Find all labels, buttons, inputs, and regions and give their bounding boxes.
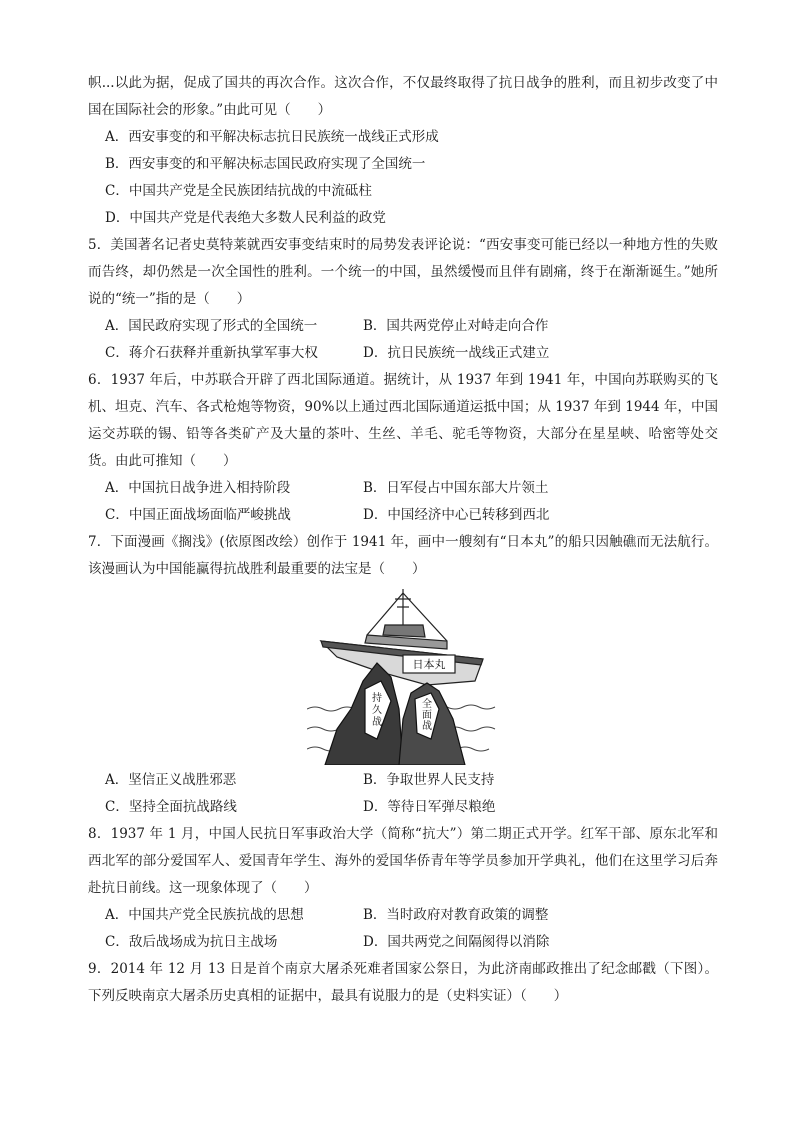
q5-options-row-2 [105,340,718,367]
q4-stem-continued: 帜...以此为据，促成了国共的再次合作。这次合作，不仅最终取得了抗日战争的胜利，而且初步改变了中国在国际社会的形象。”由此可见（ ） [88,75,718,118]
rock-label-right: 全 [422,699,432,710]
q8-option-c: C．敌后战场成为抗日主战场 [105,934,278,950]
q7-option-c: C．坚持全面抗战路线 [105,799,237,815]
q6-option-a: A．中国抗日战争进入相持阶段 [105,480,291,496]
q8-option-b: B．当时政府对教育政策的调整 [363,907,549,923]
ship [321,589,483,685]
svg-text:战: 战 [372,717,382,728]
q4-option-a: A．西安事变的和平解决标志抗日民族统一战线正式形成 [105,129,439,145]
stranded-ship-cartoon [307,589,497,765]
q7-option-a: A．坚信正义战胜邪恶 [105,772,237,788]
q6-options-row-1 [105,475,718,502]
q7-option-d: D．等待日军弹尽粮绝 [363,799,496,815]
q5-options-row-1 [105,313,718,340]
svg-text:面: 面 [422,710,432,721]
q7-option-b: B．争取世界人民支持 [363,772,495,788]
q8-options-row-2 [105,929,718,956]
rock-label-left: 持 [372,693,382,704]
q4-option-b: B．西安事变的和平解决标志国民政府实现了全国统一 [105,156,426,172]
q8-option-a: A．中国共产党全民族抗战的思想 [105,907,304,923]
svg-text:久: 久 [372,705,382,716]
q8-stem: 8．1937 年 1 月，中国人民抗日军事政治大学（简称“抗大”）第二期正式开学。红军干部、原东北军和西北军的部分爱国军人、爱国青年学生、海外的爱国华侨青年等学员参加开学典礼，他们在这里学习后奔赴抗日前线。这一现象体现了（ ） [88,826,718,896]
q4-option-c: C．中国共产党是全民族团结抗战的中流砥柱 [105,183,372,199]
ship-label: 日本丸 [412,658,446,671]
q9-stem: 9．2014 年 12 月 13 日是首个南京大屠杀死难者国家公祭日，为此济南邮政推出了纪念邮戳（下图）。下列反映南京大屠杀历史真相的证据中，最具有说服力的是（史料实证）（ ） [88,961,718,1004]
exam-page [88,70,718,1010]
svg-text:战: 战 [422,721,432,732]
q5-option-b: B．国共两党停止对峙走向合作 [363,318,549,334]
q6-option-b: B．日军侵占中国东部大片领土 [363,480,549,496]
q5-option-c: C．蒋介石获释并重新执掌军事大权 [105,345,318,361]
q6-option-c: C．中国正面战场面临严峻挑战 [105,507,291,523]
q5-option-d: D．抗日民族统一战线正式建立 [363,345,550,361]
q7-options-row-1 [105,767,718,794]
q6-options-row-2 [105,502,718,529]
q7-stem: 7．下面漫画《搁浅》(依原图改绘）创作于 1941 年，画中一艘刻有“日本丸”的船只因触礁而无法航行。该漫画认为中国能赢得抗战胜利最重要的法宝是（ ） [88,534,718,577]
q6-stem: 6．1937 年后，中苏联合开辟了西北国际通道。据统计，从 1937 年到 1941 年，中国向苏联购买的飞机、坦克、汽车、各式枪炮等物资，90%以上通过西北国际通道运抵中国；从 1937 年到 1944 年，中国运交苏联的锡、铅等各类矿产及大量的茶叶、生丝、羊毛、驼毛等物资，大部分在星星峡、哈密等处交货。由此可推知（ ） [88,372,718,469]
q7-options-row-2 [105,794,718,821]
q5-stem: 5．美国著名记者史莫特莱就西安事变结束时的局势发表评论说：“西安事变可能已经以一种地方性的失败而告终，却仍然是一次全国性的胜利。一个统一的中国，虽然缓慢而且伴有剧痛，终于在渐渐诞生。”她所说的“统一”指的是（ ） [88,237,718,307]
q5-option-a: A．国民政府实现了形式的全国统一 [105,318,318,334]
q8-options-row-1 [105,902,718,929]
q4-option-d: D．中国共产党是代表绝大多数人民利益的政党 [105,210,386,226]
q6-option-d: D．中国经济中心已转移到西北 [363,507,550,523]
q8-option-d: D．国共两党之间隔阂得以消除 [363,934,550,950]
